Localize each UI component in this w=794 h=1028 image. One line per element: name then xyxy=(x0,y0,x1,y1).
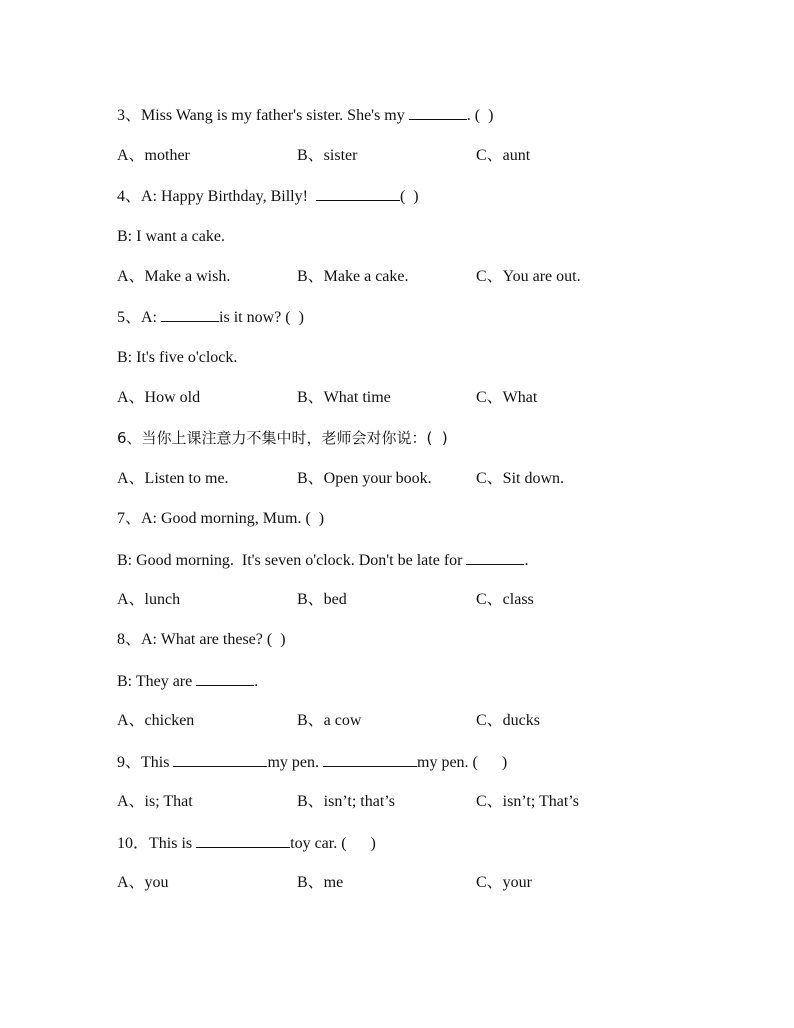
q6-option-b[interactable]: B、Open your book. xyxy=(297,470,432,487)
question-3-stem: 3、Miss Wang is my father's sister. She's my . ( ) xyxy=(117,107,494,124)
q5-option-c[interactable]: C、What xyxy=(476,389,538,406)
q9-option-c[interactable]: C、isn’t; That’s xyxy=(476,793,579,810)
q7-option-c[interactable]: C、class xyxy=(476,591,534,608)
q6-option-c[interactable]: C、Sit down. xyxy=(476,470,565,487)
question-7-stem: 7、A: Good morning, Mum. ( ) xyxy=(117,510,325,527)
question-8-reply: B: They are . xyxy=(117,673,259,690)
question-8-stem: 8、A: What are these? ( ) xyxy=(117,631,286,648)
q10-option-a[interactable]: A、you xyxy=(117,874,169,891)
q10-option-b[interactable]: B、me xyxy=(297,874,344,891)
answer-blank[interactable] xyxy=(161,307,219,322)
question-6-stem: 6、当你上课注意力不集中时，老师会对你说：( ) xyxy=(117,429,448,447)
q8-option-b[interactable]: B、a cow xyxy=(297,712,362,729)
question-4-stem: 4、A: Happy Birthday, Billy! ( ) xyxy=(117,188,419,205)
q10-option-c[interactable]: C、your xyxy=(476,874,533,891)
q3-option-a[interactable]: A、mother xyxy=(117,147,190,164)
answer-blank[interactable] xyxy=(409,105,467,120)
q8-option-c[interactable]: C、ducks xyxy=(476,712,541,729)
q6-option-a[interactable]: A、Listen to me. xyxy=(117,470,229,487)
question-10-stem: 10．This is toy car. ( ) xyxy=(117,835,376,852)
q9-option-a[interactable]: A、is; That xyxy=(117,793,193,810)
q9-option-b[interactable]: B、isn’t; that’s xyxy=(297,793,395,810)
answer-blank[interactable] xyxy=(316,186,400,201)
question-9-stem: 9、This my pen. my pen. ( ) xyxy=(117,754,508,771)
question-4-reply: B: I want a cake. xyxy=(117,228,225,245)
q5-option-a[interactable]: A、How old xyxy=(117,389,201,406)
q4-option-a[interactable]: A、Make a wish. xyxy=(117,268,231,285)
q7-option-a[interactable]: A、lunch xyxy=(117,591,181,608)
question-5-reply: B: It's five o'clock. xyxy=(117,349,238,366)
q8-option-a[interactable]: A、chicken xyxy=(117,712,195,729)
answer-blank[interactable] xyxy=(323,752,417,767)
answer-blank[interactable] xyxy=(196,833,290,848)
question-7-reply: B: Good morning. It's seven o'clock. Don't be late for . xyxy=(117,552,529,569)
q3-option-c[interactable]: C、aunt xyxy=(476,147,531,164)
q7-option-b[interactable]: B、bed xyxy=(297,591,347,608)
question-5-stem: 5、A: is it now? ( ) xyxy=(117,309,304,326)
q3-option-b[interactable]: B、sister xyxy=(297,147,358,164)
q4-option-c[interactable]: C、You are out. xyxy=(476,268,581,285)
q5-option-b[interactable]: B、What time xyxy=(297,389,391,406)
answer-blank[interactable] xyxy=(196,671,254,686)
answer-blank[interactable] xyxy=(466,550,524,565)
q4-option-b[interactable]: B、Make a cake. xyxy=(297,268,409,285)
answer-blank[interactable] xyxy=(173,752,267,767)
